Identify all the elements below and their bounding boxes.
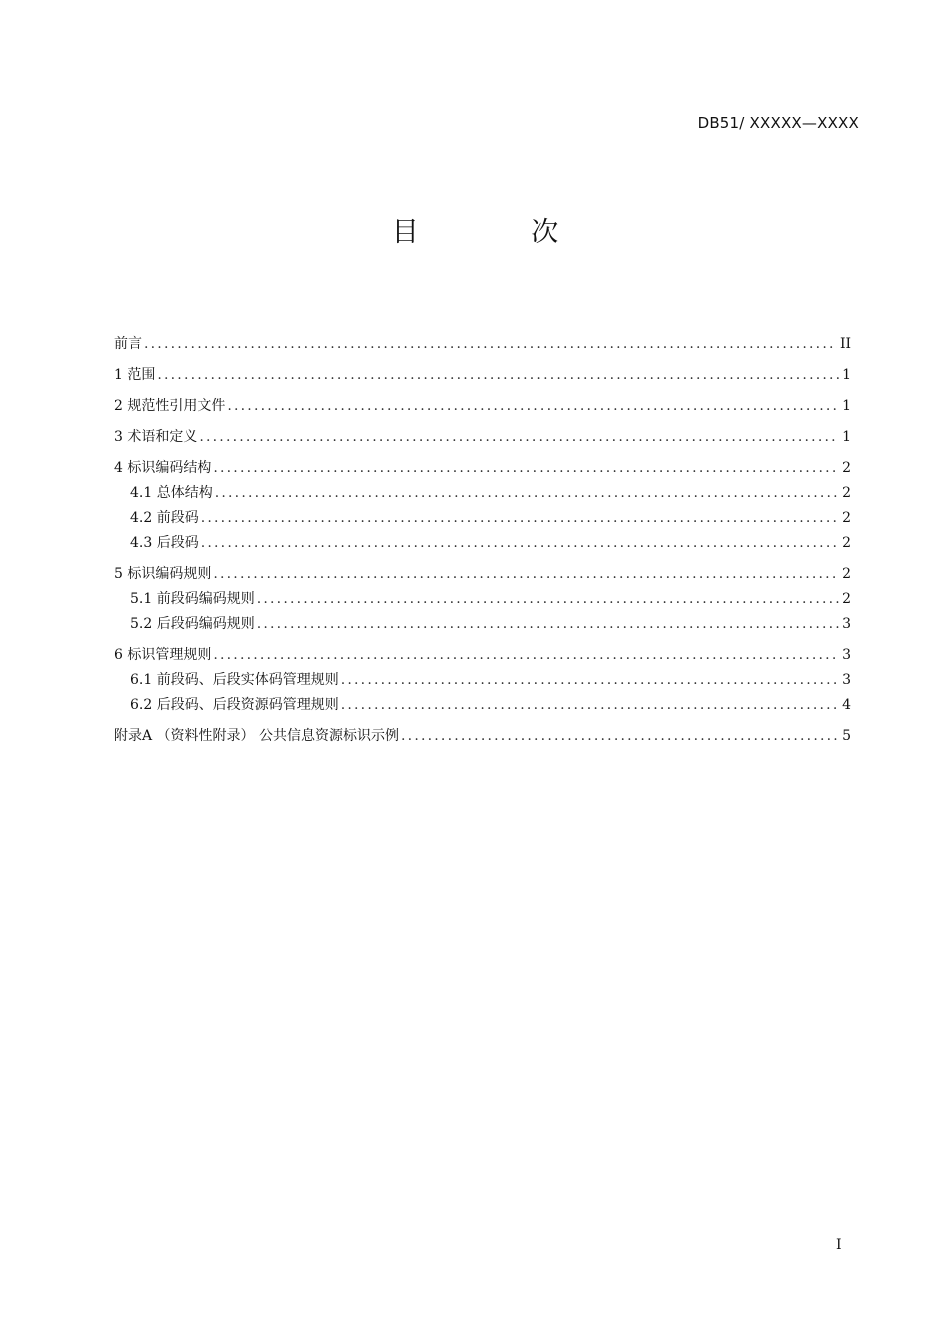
- page-number: I: [836, 1237, 842, 1253]
- toc-entry-label: 2 规范性引用文件: [114, 395, 227, 415]
- toc-leader-dots: [144, 336, 837, 352]
- toc-leader-dots: [401, 728, 839, 744]
- toc-entry-page: 4: [842, 697, 851, 713]
- toc-leader-dots: [213, 566, 839, 582]
- toc-subentry[interactable]: [114, 507, 851, 529]
- toc-entry[interactable]: [114, 563, 851, 585]
- toc-subentry[interactable]: [114, 482, 851, 504]
- toc-entry-label: 6.2 后段码、后段资源码管理规则: [130, 694, 341, 714]
- toc-leader-dots: [213, 460, 839, 476]
- toc-entry-label: 6 标识管理规则: [114, 644, 213, 664]
- toc-entry-page: 2: [842, 460, 851, 476]
- toc-entry-page: 2: [842, 566, 851, 582]
- toc-leader-dots: [257, 616, 839, 632]
- toc-entry-page: 1: [842, 398, 851, 414]
- toc-entry[interactable]: [114, 333, 851, 355]
- toc-subentry[interactable]: [114, 613, 851, 635]
- toc-subentry[interactable]: [114, 669, 851, 691]
- toc-entry-label: 5.1 前段码编码规则: [130, 588, 257, 608]
- toc-entry-label: 前言: [114, 333, 144, 353]
- toc-leader-dots: [257, 591, 839, 607]
- toc-entry-label: 4.3 后段码: [130, 532, 201, 552]
- toc-entry-page: 2: [842, 510, 851, 526]
- toc-entry-page: 5: [842, 728, 851, 744]
- toc-entry-label: 5 标识编码规则: [114, 563, 213, 583]
- toc-leader-dots: [157, 367, 839, 383]
- toc-entry[interactable]: [114, 457, 851, 479]
- toc-entry[interactable]: [114, 364, 851, 386]
- table-of-contents: [114, 333, 851, 747]
- toc-subentry[interactable]: [114, 694, 851, 716]
- toc-entry-page: 3: [842, 616, 851, 632]
- toc-leader-dots: [215, 485, 839, 501]
- toc-entry-page: 3: [842, 647, 851, 663]
- toc-entry[interactable]: [114, 395, 851, 417]
- toc-entry-page: 1: [842, 429, 851, 445]
- toc-leader-dots: [227, 398, 839, 414]
- toc-leader-dots: [341, 672, 839, 688]
- toc-entry-label: 4.1 总体结构: [130, 482, 215, 502]
- toc-entry-label: 5.2 后段码编码规则: [130, 613, 257, 633]
- toc-leader-dots: [201, 535, 839, 551]
- toc-entry[interactable]: [114, 725, 851, 747]
- toc-subentry[interactable]: [114, 532, 851, 554]
- toc-entry-label: 4 标识编码结构: [114, 457, 213, 477]
- toc-title: 目 次: [391, 217, 611, 248]
- toc-entry-label: 附录A （资料性附录） 公共信息资源标识示例: [114, 725, 401, 745]
- toc-entry-label: 6.1 前段码、后段实体码管理规则: [130, 669, 341, 689]
- toc-entry-page: 3: [842, 672, 851, 688]
- toc-entry-page: 2: [842, 591, 851, 607]
- toc-entry[interactable]: [114, 644, 851, 666]
- toc-subentry[interactable]: [114, 588, 851, 610]
- toc-entry-label: 1 范围: [114, 364, 157, 384]
- toc-leader-dots: [341, 697, 839, 713]
- toc-leader-dots: [201, 510, 839, 526]
- toc-entry-page: 2: [842, 535, 851, 551]
- toc-entry-page: II: [839, 336, 851, 352]
- toc-entry-page: 2: [842, 485, 851, 501]
- toc-entry-label: 3 术语和定义: [114, 426, 199, 446]
- document-code: DB51/ XXXXX—XXXX: [697, 114, 859, 132]
- toc-leader-dots: [213, 647, 839, 663]
- toc-entry-label: 4.2 前段码: [130, 507, 201, 527]
- toc-entry-page: 1: [842, 367, 851, 383]
- toc-entry[interactable]: [114, 426, 851, 448]
- toc-leader-dots: [199, 429, 839, 445]
